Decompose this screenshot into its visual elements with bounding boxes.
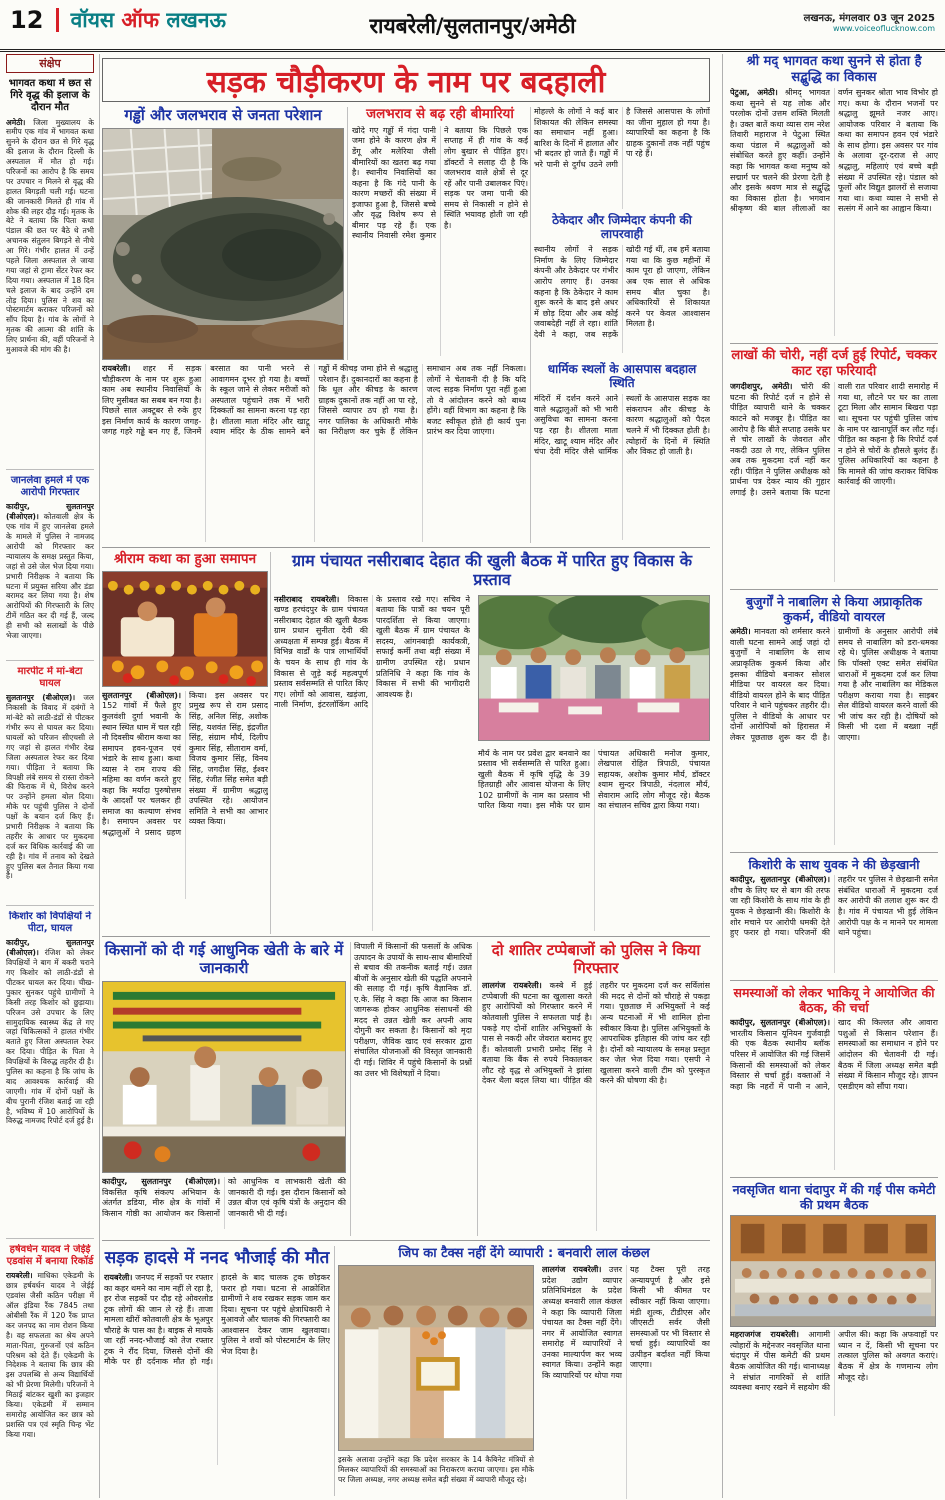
website-url[interactable]: www.voiceoflucknow.com: [832, 24, 935, 33]
masthead: [0, 0, 945, 52]
bhagwat-katha-article: [730, 54, 938, 336]
tax-article: [338, 1246, 710, 1499]
panchayat-body-left: [274, 595, 470, 931]
dateline: पेटुआ, अमेठी।: [730, 88, 778, 98]
lead-contractor-section: [534, 107, 710, 353]
date-line: लखनऊ, मंगलवार 03 जून 2025: [803, 13, 935, 24]
tax-headline: जिप का टैक्स नहीं देंगे व्यापारी : बनवारी लाल कंछल: [398, 1246, 650, 1261]
tappebaaz-text: कस्बे में हुई टप्पेबाजी की घटना का खुलासा करते हुए आरोपियों को गिरफ्तार करने में कोतवाली पुलिस ने सफलता पाई है। पकड़े गए दोनों शातिर अभियुक्तों के पास से नकदी और जेवरात बरामद हुए हैं। कोतवाली प्रभारी प्रमोद सिंह ने बताया कि बैंक से रुपये निकालकर लौट रहे वृद्ध से अभियुक्तों ने झांसा देकर थैला बदल लिया था। पीड़ित की तहरीर पर मुकदमा दर्ज कर सर्विलांस की मदद से दोनों को चौराहे से पकड़ा गया। पूछताछ में अभियुक्तों ने कई अन्य घटनाओं में भी शामिल होना स्वीकार किया है। पुलिस अभियुक्तों के आपराधिक इतिहास की जांच कर रही है। दोनों को न्यायालय के समक्ष प्रस्तुत कर जेल भेज दिया गया। एसपी ने खुलासा करने वाली टीम को पुरस्कृत करने की घोषणा की है।: [482, 981, 710, 1086]
dateline: रायबरेली।: [6, 1271, 33, 1281]
article-body: [730, 382, 938, 582]
sidebar-title: संक्षेप: [6, 54, 94, 73]
dateline: अमेठी।: [730, 627, 751, 637]
article-headline: लाखों की चोरी, नहीं दर्ज हुई रिपोर्ट, चक्कर काट रहा फरियादी: [731, 348, 937, 379]
lead-contractor-intro-text: मोहल्ले के लोगों ने कई बार शिकायत की लेकिन समस्या का समाधान नहीं हुआ। बारिश के दिनों में हालात और भी बदतर हो जाते हैं। गड्ढों में भरे पानी से दुर्गंध उठने लगी है जिससे आसपास के लोगों का जीना मुहाल हो गया है। व्यापारियों का कहना है कि ग्राहक दुकानों तक नहीं पहुंच पा रहे हैं।: [534, 107, 710, 169]
column-rule: [350, 942, 351, 1236]
dateline: सुलतानपुर (बीओएल)।: [6, 693, 76, 703]
paper-title-part3: लखनऊ: [166, 8, 226, 32]
shriram-body: [102, 691, 268, 899]
chori-report-article: [730, 343, 938, 582]
article-headline: किशोरी के साथ युवक ने की छेड़खानी: [748, 857, 920, 873]
tax-content: [338, 1265, 710, 1499]
article-headline: श्री मद् भागवत कथा सुनने से होता है सद्बुद्धि का विकास: [746, 54, 922, 85]
brief-article: [6, 1244, 94, 1479]
lead-disease-text: खोदे गए गड्ढों में गंदा पानी जमा होने के कारण क्षेत्र में डेंगू और मलेरिया जैसी बीमारियों का खतरा बढ़ गया है। स्थानीय निवासियों का कहना है कि गंदे पानी के कारण मच्छरों की संख्या में इजाफा हुआ है, जिससे बच्चे और वृद्ध विशेष रूप से बीमार पड़ रहे हैं। एक स्थानीय निवासी रमेश कुमार ने बताया कि पिछले एक सप्ताह में ही गांव के कई लोग बुखार से पीड़ित हुए। डॉक्टरों ने सलाह दी है कि जलभराव वाले क्षेत्रों से दूर रहें और पानी उबालकर पिएं। सड़क पर जमा पानी की समय से निकासी न होने से स्थिति भयावह होती जा रही है।: [352, 125, 528, 241]
dateline: कादीपुर, सुलतानपुर (बीओएल)।: [730, 875, 830, 885]
bku-baithak-article: [730, 980, 938, 1170]
katha-stage-photo: [102, 571, 268, 687]
brief-body: [6, 693, 94, 881]
lead-contractor-text: स्थानीय लोगों ने सड़क निर्माण के लिए जिम्मेदार कंपनी और ठेकेदार पर गंभीर आरोप लगाए हैं। उनका कहना है कि ठेकेदार ने काम शुरू करने के बाद इसे अधर में छोड़ दिया और अब कोई जवाबदेही नहीं ले रहा। शांति देवी ने कहा, जब सड़कें खोदी गई थीं, तब हमें बताया गया था कि कुछ महीनों में काम पूरा हो जाएगा, लेकिन अब एक साल से अधिक समय बीत चुका है। अधिकारियों से शिकायत करने पर केवल आश्वासन मिलता है।: [534, 245, 710, 339]
masthead-divider: [56, 8, 59, 32]
panchayat-headline: ग्राम पंचायत नसीराबाद देहात की खुली बैठक में पारित हुए विकास के प्रस्ताव: [291, 551, 693, 589]
article-headline: समस्याओं को लेकर भाकियू ने आयोजित की बैठक, की चर्चा: [733, 985, 935, 1016]
paper-title: [71, 8, 226, 32]
brief-headline: हर्षवर्धन यादव ने जेईई एडवांस में बनाया रिकॉर्ड: [6, 1244, 94, 1268]
right-news-column: [722, 54, 938, 1498]
tappebaaz-body: [482, 981, 710, 1231]
column-rule: [530, 107, 531, 543]
lead-disease-body: [352, 126, 528, 356]
brief-article: [6, 475, 94, 661]
kisan-goshthi-photo: [102, 981, 346, 1173]
kukarm-video-article: [730, 589, 938, 845]
lead-subhead-religious: धार्मिक स्थलों के आसपास बदहाल स्थिति: [547, 362, 697, 391]
dateline: सुलतानपुर (बीओएल)।: [102, 690, 181, 700]
lead-main-body: [102, 364, 526, 542]
page-number: 12: [10, 6, 44, 34]
lead-subhead-left: गड्ढों और जलभराव से जनता परेशान: [124, 106, 322, 124]
lead-contractor-body: [534, 245, 710, 353]
shriram-text: 152 गांवों में फैले हुए कुलवंशी दुर्गा भवानी के स्थान स्थित धाम में चल रही नौ दिवसीय श्रीराम कथा का समापन हवन-पूजन एवं भंडारे के साथ हुआ। कथा व्यास ने राम राज्य की महिमा का वर्णन करते हुए कहा कि मर्यादा पुरुषोत्तम के आदर्शों पर चलकर ही समाज का कल्याण संभव है। समापन अवसर पर श्रद्धालुओं ने प्रसाद ग्रहण किया। इस अवसर पर प्रमुख रूप से राम प्रसाद सिंह, अनिल सिंह, अशोक सिंह, यशवंत सिंह, इंद्रजीत सिंह, संग्राम मौर्य, दिलीप कुमार सिंह, सीताराम वर्मा, विजय कुमार सिंह, विनय सिंह, जगदीश सिंह, ईश्वर सिंह, रंजीत सिंह समेत बड़ी संख्या में ग्रामीण श्रद्धालु उपस्थित रहे। आयोजन समिति ने सभी का आभार व्यक्त किया।: [102, 690, 268, 838]
panchayat-body-right: [478, 749, 710, 931]
lead-contractor-intro: [534, 107, 710, 209]
section-rule: [102, 1240, 710, 1241]
kisan-article: [102, 942, 346, 1229]
brief-text: रंजिश को लेकर विपक्षियों ने बाग में बकरी चराने गए किशोर को लाठी-डंडों से पीटकर घायल कर दिया। चीख-पुकार सुनकर पहुंचे ग्रामीणों ने किसी तरह किशोर को छुड़ाया। परिजन उसे उपचार के लिए सामुदायिक स्वास्थ्य केंद्र ले गए जहां चिकित्सकों ने हालत गंभीर बताते हुए जिला अस्पताल रेफर कर दिया। पीड़ित के पिता ने विपक्षियों के विरुद्ध तहरीर दी है। पुलिस का कहना है कि जांच के बाद आवश्यक कार्रवाई की जाएगी। गांव में दोनों पक्षों के बीच पुरानी रंजिश बताई जा रही है, भविष्य में 10 आरोपियों के विरुद्ध नामजद रिपोर्ट दर्ज हुई है।: [6, 948, 94, 1126]
kisan-body-under: [102, 1177, 346, 1229]
dateline: लालगंज रायबरेली।: [542, 1265, 602, 1275]
panchayat-text-right: मौर्य के नाम पर प्रवेश द्वार बनवाने का प्रस्ताव भी सर्वसम्मति से पारित हुआ। खुली बैठक में कृषि वृद्धि के 39 हितग्राही और आवास योजना के लिए 102 ग्रामीणों के नाम का प्रस्ताव भी पारित किया गया। इस मौके पर ग्राम पंचायत अधिकारी मनोज कुमार, लेखपाल रोहित त्रिपाठी, पंचायत सहायक, अशोक कुमार मौर्य, डॉक्टर श्याम सुन्दर त्रिपाठी, नंदलाल मौर्य, सेवाराम आदि लोग मौजूद रहे। बैठक का संचालन सचिव द्वारा किया गया।: [478, 748, 710, 811]
brief-headline: भागवत कथा में छत से गिरे वृद्ध की इलाज के दौरान मौत: [8, 78, 92, 114]
brief-headline: मारपीट में मां-बेटा घायल: [17, 666, 83, 690]
news-briefs-sidebar: [6, 54, 100, 1498]
tappebaaz-headline: दो शातिर टप्पेबाजों को पुलिस ने किया गिरफ्तार: [491, 941, 701, 977]
brief-text: माधिका एकेडमी के छात्र हर्षवर्धन यादव ने जेईई एडवांस जैसी कठिन परीक्षा में ऑल इंडिया रैंक 7845 तथा ओबीसी रैंक में 120 रैंक प्राप्त कर जनपद का नाम रोशन किया है। वह सफलता का श्रेय अपने माता-पिता, गुरुजनों एवं कठिन परिश्रम को देते हैं। एकेडमी के निदेशक ने बताया कि छात्र की इस उपलब्धि से अन्य विद्यार्थियों को भी प्रेरणा मिलेगी। परिजनों ने मिठाई बांटकर खुशी का इजहार किया। एकेडमी में सम्मान समारोह आयोजित कर छात्र को प्रशस्ति पत्र एवं स्मृति चिन्ह भेंट किया गया।: [6, 1271, 94, 1439]
dateline: लालगंज रायबरेली।: [482, 981, 542, 991]
lead-religious-text: मंदिरों में दर्शन करने आने वाले श्रद्धालुओं को भी भारी असुविधा का सामना करना पड़ रहा है। शीतला माता मंदिर, खाटू श्याम मंदिर और चंपा देवी मंदिर जैसे धार्मिक स्थलों के आसपास सड़क का संकरापन और कीचड़ के कारण श्रद्धालुओं को पैदल चलने में भी दिक्कत होती है। त्योहारों के दिनों में स्थिति और विकट हो जाती है।: [534, 394, 710, 457]
lead-main-text: शहर में सड़क चौड़ीकरण के नाम पर शुरू हुआ काम अब स्थानीय निवासियों के लिए मुसीबत का सबब बन गया है। पिछले साल अक्टूबर से रुके हुए इस निर्माण कार्य के कारण जगह-जगह गहरे गड्ढे बन गए हैं, जिनमें बरसात का पानी भरने से आवागमन दूभर हो गया है। बच्चों के स्कूल जाने से लेकर मरीजों को अस्पताल पहुंचाने तक में भारी दिक्कतों का सामना करना पड़ रहा है। शीतला माता मंदिर और खाटू श्याम मंदिर के ठीक सामने बने गड्ढों में कीचड़ जमा होने से श्रद्धालु परेशान हैं। दुकानदारों का कहना है कि धूल और कीचड़ के कारण ग्राहक दुकानों तक नहीं आ पा रहे, जिससे व्यापार ठप हो गया है। नगर पालिका के अधिकारी मौके का निरीक्षण कर चुके हैं लेकिन समाधान अब तक नहीं निकला। लोगों ने चेतावनी दी है कि यदि जल्द सड़क निर्माण पूरा नहीं हुआ तो वे आंदोलन करने को बाध्य होंगे। वहीं विभाग का कहना है कि बजट स्वीकृत होते ही कार्य पुनः प्रारंभ कर दिया जाएगा।: [102, 364, 526, 437]
hadsa-headline: सड़क हादसे में ननद भौजाई की मौत: [104, 1248, 330, 1268]
lead-subhead-contractor: ठेकेदार और जिम्मेदार कंपनी की लापरवाही: [552, 213, 692, 242]
dateline: रायबरेली।: [102, 364, 131, 373]
shriram-headline: श्रीराम कथा का हुआ समापन: [113, 551, 257, 567]
article-text: भारतीय किसान यूनियन गुर्जवाड़ी की एक बैठक स्थानीय ब्लॉक परिसर में आयोजित की गई जिसमें किसानों की समस्याओं को लेकर विस्तार से चर्चा हुई। वक्ताओं ने कहा कि नहरों में पानी न आने, खाद की किल्लत और आवारा पशुओं से किसान परेशान हैं। समस्याओं का समाधान न होने पर आंदोलन की चेतावनी दी गई। बैठक में जिला अध्यक्ष समेत बड़ी संख्या में किसान मौजूद रहे। ज्ञापन एसडीएम को सौंपा गया।: [730, 1018, 938, 1091]
tax-text-under: इसके अलावा उन्होंने कहा कि प्रदेश सरकार के 14 कैबिनेट मंत्रियों से मिलकर व्यापारियों की समस्याओं का निराकरण कराया जाएगा। इस मौके पर जिला अध्यक्ष, नगर अध्यक्ष समेत बड़ी संख्या में व्यापारी मौजूद रहे।: [338, 1455, 534, 1484]
section-rule: [102, 547, 710, 548]
panchayat-text-left: विकास खण्ड हरचंदपुर के ग्राम पंचायत नसीराबाद देहात की खुली बैठक ग्राम प्रधान सुनीता देवी की अध्यक्षता में सम्पन्न हुई। बैठक में विभिन्न वार्डों के पात्र लाभार्थियों के चयन के साथ ही गांव के विकास से जुड़े कई महत्वपूर्ण प्रस्ताव सर्वसम्मति से पारित किए गए। लोगों को आवास, खड़ंजा, नाली निर्माण, इंटरलॉकिंग आदि के प्रस्ताव रखे गए। सचिव ने बताया कि पात्रों का चयन पूरी पारदर्शिता से किया जाएगा। खुली बैठक में ग्राम पंचायत के सदस्य, आंगनबाड़ी कार्यकत्री, सफाई कर्मी तथा बड़ी संख्या में ग्रामीण उपस्थित रहे। प्रधान प्रतिनिधि ने कहा कि गांव के विकास में सभी की भागीदारी आवश्यक है।: [274, 594, 470, 710]
peace-committee-article: [730, 1177, 938, 1416]
article-text: शौच के लिए घर से बाग की तरफ जा रही किशोरी के साथ गांव के ही युवक ने छेड़खानी की। किशोरी के शोर मचाने पर आरोपी धमकी देते हुए फरार हो गया। परिजनों की तहरीर पर पुलिस ने छेड़खानी समेत संबंधित धाराओं में मुकदमा दर्ज कर आरोपी की तलाश शुरू कर दी है। गांव में पंचायत भी हुई लेकिन आरोपी पक्ष के न मानने पर मामला थाने पहुंचा।: [730, 875, 938, 938]
brief-headline: जानलेवा हमले में एक आरोपी गिरफ्तार: [10, 475, 90, 499]
hadsa-article: [104, 1248, 330, 1465]
brief-article: [6, 78, 94, 470]
kisan-text-side: विपाली में किसानों की फसलों के अधिक उत्पादन के उपायों के साथ-साथ बीमारियों से बचाव की तकनीक बताई गई। उन्नत बीजों के अनुसार खेती की पद्धति अपनाने की सलाह दी गई। कृषि वैज्ञानिक डॉ. ए.के. सिंह ने कहा कि आज का किसान जागरूक होकर आधुनिक संसाधनों की मदद से उन्नत खेती कर अपनी आय दोगुनी कर सकता है। किसानों को मृदा परीक्षण, जैविक खाद एवं सरकार द्वारा संचालित योजनाओं की विस्तृत जानकारी दी गई। शिविर में पहुंचे किसानों के प्रश्नों का उत्तर भी विशेषज्ञों ने दिया।: [354, 942, 472, 1078]
article-body: [730, 627, 938, 845]
peace-committee-photo: [730, 1215, 938, 1327]
brief-body: [6, 118, 94, 355]
brief-text: जिला मुख्यालय के समीप एक गांव में भागवत कथा सुनने के दौरान छत से गिरे वृद्ध की इलाज के दौरान दिल्ली के अस्पताल में मौत हो गई। परिजनों का आरोप है कि समय पर उपचार न मिलने से वृद्ध की हालत बिगड़ती चली गई। घटना की जानकारी मिलते ही गांव में शोक की लहर दौड़ गई। मृतक के बेटे ने बताया कि पिता कथा पंडाल की छत पर बैठे थे तभी अचानक संतुलन बिगड़ने से नीचे आ गिरे। गंभीर हालत में उन्हें पहले जिला अस्पताल ले जाया गया जहां से ट्रामा सेंटर रेफर कर दिया गया। अस्पताल में 18 दिन चले इलाज के बाद उन्होंने दम तोड़ दिया। पुलिस ने शव का पोस्टमार्टम कराकर परिजनों को सौंप दिया है। गांव के लोगों ने मृतक की आत्मा की शांति के लिए प्रार्थना की, वहीं परिजनों ने मुआवजे की मांग की है।: [6, 117, 94, 355]
hadsa-body: [104, 1273, 330, 1465]
dateline: अमेठी।: [6, 117, 26, 127]
kisan-headline: किसानों को दी गई आधुनिक खेती के बारे में जानकारी: [104, 941, 344, 977]
lead-religious-body: [534, 394, 710, 540]
shriram-katha-article: [102, 552, 268, 899]
hadsa-text: जनपद में सड़कों पर रफ्तार का कहर थमने का नाम नहीं ले रहा है, हर रोज सड़कों पर दौड़ रहे ओवरलोड ट्रक लोगों की जान ले रहे हैं। ताजा मामला खीरों कोतवाली क्षेत्र के भूअपुर चौराहे के पास का है। बाइक से मायके जा रहीं ननद-भौजाई को तेज रफ्तार ट्रक ने रौंद दिया, जिससे दोनों की मौके पर ही दर्दनाक मौत हो गई। हादसे के बाद चालक ट्रक छोड़कर फरार हो गया। घटना से आक्रोशित ग्रामीणों ने शव रखकर सड़क जाम कर दिया। सूचना पर पहुंचे क्षेत्राधिकारी ने मुआवजे और चालक की गिरफ्तारी का आश्वासन देकर जाम खुलवाया। पुलिस ने शवों को पोस्टमार्टम के लिए भेज दिया है।: [104, 1273, 330, 1367]
waterlogged-road-photo: [102, 128, 344, 360]
panchayat-content: [274, 595, 710, 931]
paper-title-part2: ऑफ: [121, 8, 160, 32]
kisan-body-side: [354, 942, 472, 1234]
panchayat-article: [274, 552, 710, 931]
lead-religious-section: [534, 362, 710, 540]
article-body: [730, 1330, 938, 1416]
brief-article: [6, 666, 94, 906]
kisan-text-under: विकसित कृषि संकल्प अभियान के अंतर्गत डडिया, मीरु क्षेत्र के गांवों में किसान गोष्ठी का आयोजन कर किसानों को आधुनिक व लाभकारी खेती की जानकारी दी गई। इस दौरान किसानों को उन्नत बीज एवं कृषि यंत्रों के अनुदान की जानकारी भी दी गई।: [102, 1177, 346, 1219]
tax-body-side: [542, 1265, 710, 1499]
dateline: कादीपुर, सुलतानपुर (बीओएल)।: [102, 1177, 220, 1187]
column-rule: [347, 107, 348, 360]
article-text: चोरी की घटना की रिपोर्ट दर्ज न होने से पीड़ित व्यापारी थाने के चक्कर काटने को मजबूर है। पीड़ित का आरोप है कि बीते सप्ताह उसके घर से चोर लाखों के जेवरात और नकदी उठा ले गए, लेकिन पुलिस अब तक मुकदमा दर्ज नहीं कर रही। पीड़ित ने पुलिस अधीक्षक को प्रार्थना पत्र देकर न्याय की गुहार लगाई है। उसने बताया कि घटना वाली रात परिवार शादी समारोह में गया था, लौटने पर घर का ताला टूटा मिला और सामान बिखरा पड़ा था। सूचना पर पहुंची पुलिस जांच के नाम पर खानापूर्ति कर लौट गई। पीड़ित का कहना है कि रिपोर्ट दर्ज न होने से चोरों के हौसले बुलंद हैं। पुलिस अधिकारियों का कहना है कि मामले की जांच कराकर विधिक कार्रवाई की जाएगी।: [730, 382, 938, 497]
brief-text: कोतवाली क्षेत्र के एक गांव में हुए जानलेवा हमले के मामले में पुलिस ने नामजद आरोपी को गिरफ्तार कर न्यायालय के समक्ष प्रस्तुत किया, जहां से उसे जेल भेज दिया गया। प्रभारी निरीक्षक ने बताया कि घटना में प्रयुक्त सरिया और डंडा बरामद कर लिया गया है। शेष आरोपियों की गिरफ्तारी के लिए टीमें गठित कर दी गई हैं, जल्द ही सभी को सलाखों के पीछे भेजा जाएगा।: [6, 512, 94, 640]
masthead-meta: [804, 10, 935, 33]
trader-felicitation-photo: [338, 1265, 534, 1451]
section-rule: [102, 936, 710, 937]
dateline: जगदीशपुर, अमेठी।: [730, 382, 793, 392]
article-headline: बुजुर्गों ने नाबालिग से किया अप्राकृतिक कुकर्म, वीडियो वायरल: [746, 594, 922, 625]
column-rule: [334, 1246, 335, 1496]
article-body: [730, 875, 938, 973]
article-headline: नवसृजित थाना चंदापुर में की गई पीस कमेटी की प्रथम बैठक: [732, 1182, 936, 1213]
dateline: कादीपुर, सुलतानपुर (बीओएल)।: [730, 1018, 830, 1028]
article-text: मानवता को शर्मसार करने वाली घटना सामने आई जहां दो बुजुर्गों ने नाबालिग के साथ अप्राकृतिक कुकर्म किया और इसका वीडियो बनाकर सोशल मीडिया पर वायरल कर दिया। वीडियो वायरल होने के बाद पीड़ित परिवार ने थाने पहुंचकर तहरीर दी। पुलिस ने वीडियो के आधार पर दोनों आरोपियों को हिरासत में लेकर पूछताछ शुरू कर दी है। ग्रामीणों के अनुसार आरोपी लंबे समय से नाबालिग को डरा-धमका रहे थे। पुलिस अधीक्षक ने बताया कि पॉक्सो एक्ट समेत संबंधित धाराओं में मुकदमा दर्ज कर लिया गया है और नाबालिग का मेडिकल परीक्षण कराया गया है। साइबर सेल वीडियो वायरल करने वालों की भी जांच कर रही है। दोषियों को किसी भी दशा में बख्शा नहीं जाएगा।: [730, 627, 938, 742]
panchayat-meeting-photo: [478, 595, 710, 741]
dateline: कादीपुर, सुलतानपुर (बीओएल)।: [6, 502, 94, 522]
lead-headline: सड़क चौड़ीकरण के नाम पर बदहाली: [102, 58, 710, 102]
lead-subhead-disease: जलभराव से बढ़ रही बीमारियां: [366, 106, 514, 122]
article-body: [730, 88, 938, 336]
paper-title-part1: वॉयस: [70, 8, 115, 32]
column-rule: [477, 942, 478, 1236]
brief-text: जल निकासी के विवाद में दबंगों ने मां-बेटे को लाठी-डंडों से पीटकर गंभीर रूप से घायल कर दिया। घायलों को परिजन सीएचसी ले गए जहां से हालत गंभीर देख जिला अस्पताल रेफर कर दिया गया। पीड़िता ने बताया कि विपक्षी लंबे समय से रास्ता रोकने की फिराक में थे, विरोध करने पर उन्होंने हमला बोल दिया। मौके पर पहुंची पुलिस ने दोनों पक्षों के बयान दर्ज किए हैं। प्रभारी निरीक्षक ने बताया कि तहरीर के आधार पर मुकदमा दर्ज कर विधिक कार्रवाई की जा रही है। गांव में तनाव को देखते हुए पुलिस बल तैनात किया गया है।: [6, 693, 94, 881]
brief-body: [6, 938, 94, 1126]
dateline: महराजगंज रायबरेली।: [730, 1330, 799, 1340]
dateline: कादीपुर, सुलतानपुर (बीओएल)।: [6, 938, 94, 958]
article-text: आगामी त्योहारों के मद्देनजर नवसृजित थाना चंदापुर में पीस कमेटी की प्रथम बैठक आयोजित की गई। थानाध्यक्ष ने संभ्रांत नागरिकों से शांति व्यवस्था बनाए रखने में सहयोग की अपील की। कहा कि अफवाहों पर ध्यान न दें, किसी भी सूचना पर तत्काल पुलिस को अवगत कराएं। बैठक में क्षेत्र के गणमान्य लोग मौजूद रहे।: [730, 1330, 938, 1393]
tax-text-side: उत्तर प्रदेश उद्योग व्यापार प्रतिनिधिमंडल के प्रदेश अध्यक्ष बनवारी लाल कंछल ने कहा कि व्यापारी जिला पंचायत का टैक्स नहीं देंगे। नगर में आयोजित स्वागत समारोह में व्यापारियों ने उनका माल्यार्पण कर भव्य स्वागत किया। उन्होंने कहा कि व्यापारियों पर थोपा गया यह टैक्स पूरी तरह अन्यायपूर्ण है और इसे किसी भी कीमत पर स्वीकार नहीं किया जाएगा। मंडी शुल्क, टीडीएस और जीएसटी सर्वर जैसी समस्याओं पर भी विस्तार से चर्चा हुई। व्यापारियों का उत्पीड़न बर्दाश्त नहीं किया जाएगा।: [542, 1265, 710, 1380]
brief-body: [6, 1271, 94, 1439]
article-body: [730, 1018, 938, 1170]
brief-headline: किशोर को विपक्षियों ने पीटा, घायल: [9, 911, 91, 935]
tappebaaz-article: [482, 942, 710, 1231]
chhedkhani-article: [730, 852, 938, 973]
brief-body: [6, 502, 94, 640]
dateline: रायबरेली।: [104, 1273, 133, 1283]
brief-article: [6, 911, 94, 1239]
tax-body-under: [338, 1455, 534, 1499]
column-rule: [270, 552, 271, 934]
region-header: रायबरेली/सुलतानपुर/अमेठी: [369, 14, 576, 38]
lead-disease-section: [352, 107, 528, 356]
article-text: श्रीमद् भागवत कथा सुनने से यह लोक और परलोक दोनों उत्तम शक्ति मिलती है। उक्त बातें कथा व्यास राम नरेश तिवारी महाराज ने पेटुआ स्थित कथा पंडाल में श्रद्धालुओं को संबोधित करते हुए कहीं। उन्होंने कहा कि भागवत कथा मनुष्य को सद्मार्ग पर चलने की प्रेरणा देती है और इसके श्रवण मात्र से सद्बुद्धि का विकास होता है। भगवान श्रीकृष्ण की बाल लीलाओं का वर्णन सुनकर श्रोता भाव विभोर हो गए। कथा के दौरान भजनों पर श्रद्धालु झूमते नजर आए। आयोजक परिवार ने बताया कि कथा का समापन हवन एवं भंडारे के साथ होगा। इस अवसर पर गांव के अलावा दूर-दराज से आए श्रद्धालु, महिलाएं एवं बच्चे बड़ी संख्या में उपस्थित रहे। पंडाल को फूलों और विद्युत झालरों से सजाया गया था। कथा व्यास ने सभी से सत्संग में आने का आह्वान किया।: [730, 88, 938, 214]
dateline: नसीराबाद रायबरेली।: [274, 594, 340, 604]
